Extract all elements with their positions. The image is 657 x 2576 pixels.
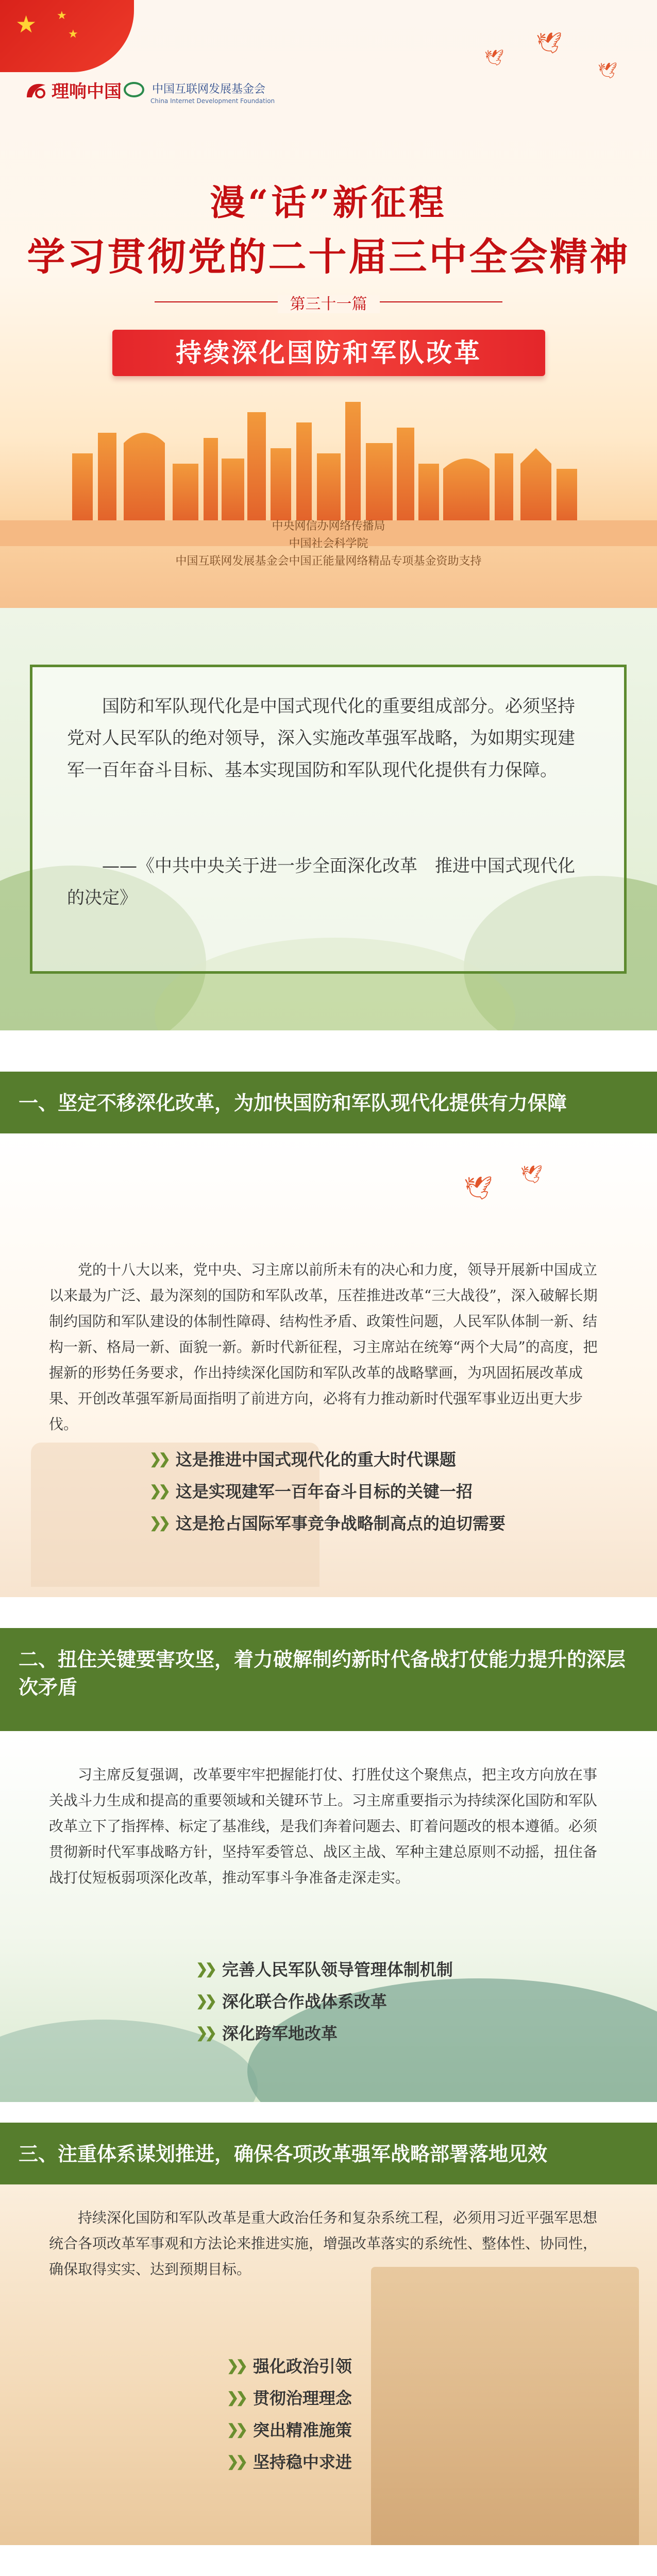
double-arrow-icon: ❯❯	[196, 2024, 214, 2041]
bullet-item	[227, 2413, 352, 2445]
bullet-item	[196, 2016, 453, 2048]
bullet-text: 这是推进中国式现代化的重大时代课题	[175, 1450, 456, 1469]
section-2-bullets	[196, 1953, 453, 2048]
double-arrow-icon: ❯❯	[196, 1992, 214, 2009]
double-arrow-icon: ❯❯	[227, 2452, 245, 2470]
bullet-item	[227, 2349, 352, 2381]
star-icon: ★	[57, 9, 67, 22]
double-arrow-icon: ❯❯	[196, 1960, 214, 1977]
bullet-item	[196, 1985, 453, 2016]
issue-label: 第三十一篇	[278, 295, 380, 313]
star-icon: ★	[68, 28, 78, 41]
bird-icon: 🕊	[484, 49, 504, 67]
bullet-text: 突出精准施策	[252, 2420, 352, 2440]
double-arrow-icon: ❯❯	[149, 1514, 167, 1531]
bullet-text: 强化政治引领	[252, 2357, 352, 2376]
bird-icon: 🕊	[598, 62, 618, 80]
bird-icon: 🕊	[536, 31, 562, 55]
logo-right-en: China Internet Development Foundation	[150, 97, 275, 105]
red-flag-decoration	[0, 0, 134, 72]
double-arrow-icon: ❯❯	[149, 1450, 167, 1467]
issue-number	[0, 291, 657, 314]
fortress-gate-decoration	[371, 2267, 639, 2545]
bullet-text: 这是实现建军一百年奋斗目标的关键一招	[175, 1482, 473, 1501]
bullet-text: 完善人民军队领导管理体制机制	[222, 1960, 453, 1979]
section-2-body	[0, 1731, 657, 2102]
double-arrow-icon: ❯❯	[227, 2357, 245, 2374]
bird-icon: 🕊	[520, 1164, 543, 1185]
bullet-text: 贯彻治理理念	[252, 2388, 352, 2408]
quote-section	[0, 608, 657, 1030]
section-2-paragraph: 习主席反复强调，改革要牢牢把握能打仗、打胜仗这个聚焦点，把主攻方向放在事关战斗力生成和提高的重要领域和关键环节上。习主席重要指示为持续深化国防和军队改革立下了指挥棒、标定了基准线，是我们奔着问题去、盯着问题改的根本遵循。必须贯彻新时代军事战略方针，坚持军委管总、战区主战、军种主建总原则不动摇，扭住备战打仗短板弱项深化改革，推动军事斗争准备走深走实。	[49, 1766, 598, 1886]
star-icon: ★	[15, 10, 37, 38]
bullet-item	[149, 1443, 506, 1475]
section-3-paragraph: 持续深化国防和军队改革是重大政治任务和复杂系统工程，必须用习近平强军思想统合各项改革军事观和方法论来推进实施，增强改革落实的系统性、整体性、协同性，确保取得实实、达到预期目标。	[49, 2209, 598, 2278]
title-line-2: 学习贯彻党的二十届三中全会精神	[27, 235, 630, 279]
section-1-body	[0, 1133, 657, 1597]
section-1-bullets	[149, 1443, 506, 1538]
section-1-paragraph: 党的十八大以来，党中央、习主席以前所未有的决心和力度，领导开展新中国成立以来最为广泛、最为深刻的国防和军队改革，压茬推进改革“三大战役”，深入破解长期制约国防和军队建设的体制性障碍、结构性矛盾、政策性问题，人民军队体制一新、结构一新、格局一新、面貌一新。新时代新征程，习主席站在统筹“两个大局”的高度，把握新的形势任务要求，作出持续深化国防和军队改革的战略擘画，为巩固拓展改革成果、开创改革强军新局面指明了前进方向，必将有力推动新时代强军事业迈出更大步伐。	[49, 1261, 598, 1433]
producer-line: 中国社会科学院	[289, 537, 368, 550]
bird-icon: 🕊	[464, 1175, 493, 1201]
credits-section	[0, 2566, 657, 2576]
cidf-logo-icon	[124, 82, 144, 97]
bullet-text: 深化跨军地改革	[222, 2024, 338, 2043]
section-3-bullets	[227, 2349, 352, 2477]
logo-left-text: 理响中国	[52, 81, 122, 102]
section-3-body	[0, 2184, 657, 2545]
producer-line: 中国互联网发展基金会中国正能量网络精品专项基金资助支持	[175, 555, 482, 568]
logo-cidf	[124, 80, 275, 105]
bullet-text: 坚持稳中求进	[252, 2452, 352, 2472]
section-1-heading: 一、坚定不移深化改革，为加快国防和军队现代化提供有力保障	[0, 1072, 657, 1133]
hero-header	[0, 0, 657, 608]
quote-source: ——《中共中央关于进一步全面深化改革 推进中国式现代化的决定》	[67, 856, 575, 908]
bullet-text: 这是抢占国际军事竞争战略制高点的迫切需要	[175, 1514, 506, 1533]
double-arrow-icon: ❯❯	[149, 1482, 167, 1499]
bullet-item	[227, 2445, 352, 2477]
bullet-item	[227, 2381, 352, 2413]
producer-lines	[0, 518, 657, 570]
double-arrow-icon: ❯❯	[227, 2420, 245, 2438]
logo-right-cn: 中国互联网发展基金会	[152, 83, 266, 96]
producer-line: 中央网信办网络传播局	[272, 520, 385, 533]
section-2-heading: 二、扭住关键要害攻坚，着力破解制约新时代备战打仗能力提升的深层次矛盾	[0, 1628, 657, 1731]
quote-body: 国防和军队现代化是中国式现代化的重要组成部分。必须坚持党对人民军队的绝对领导，深入实施改革强军战略，为如期实现建军一百年奋斗目标、基本实现国防和军队现代化提供有力保障。	[67, 696, 575, 781]
logo-mark-icon	[25, 80, 47, 100]
bullet-item	[149, 1475, 506, 1506]
section-3-heading: 三、注重体系谋划推进，确保各项改革强军战略部署落地见效	[0, 2123, 657, 2184]
double-arrow-icon: ❯❯	[227, 2388, 245, 2406]
bullet-text: 深化联合作战体系改革	[222, 1992, 387, 2011]
bullet-item	[149, 1506, 506, 1538]
topic-banner: 持续深化国防和军队改革	[112, 330, 545, 376]
bullet-item	[196, 1953, 453, 1985]
logo-lixiang-china	[25, 77, 122, 103]
title-line-1: 漫“话”新征程	[210, 182, 447, 224]
